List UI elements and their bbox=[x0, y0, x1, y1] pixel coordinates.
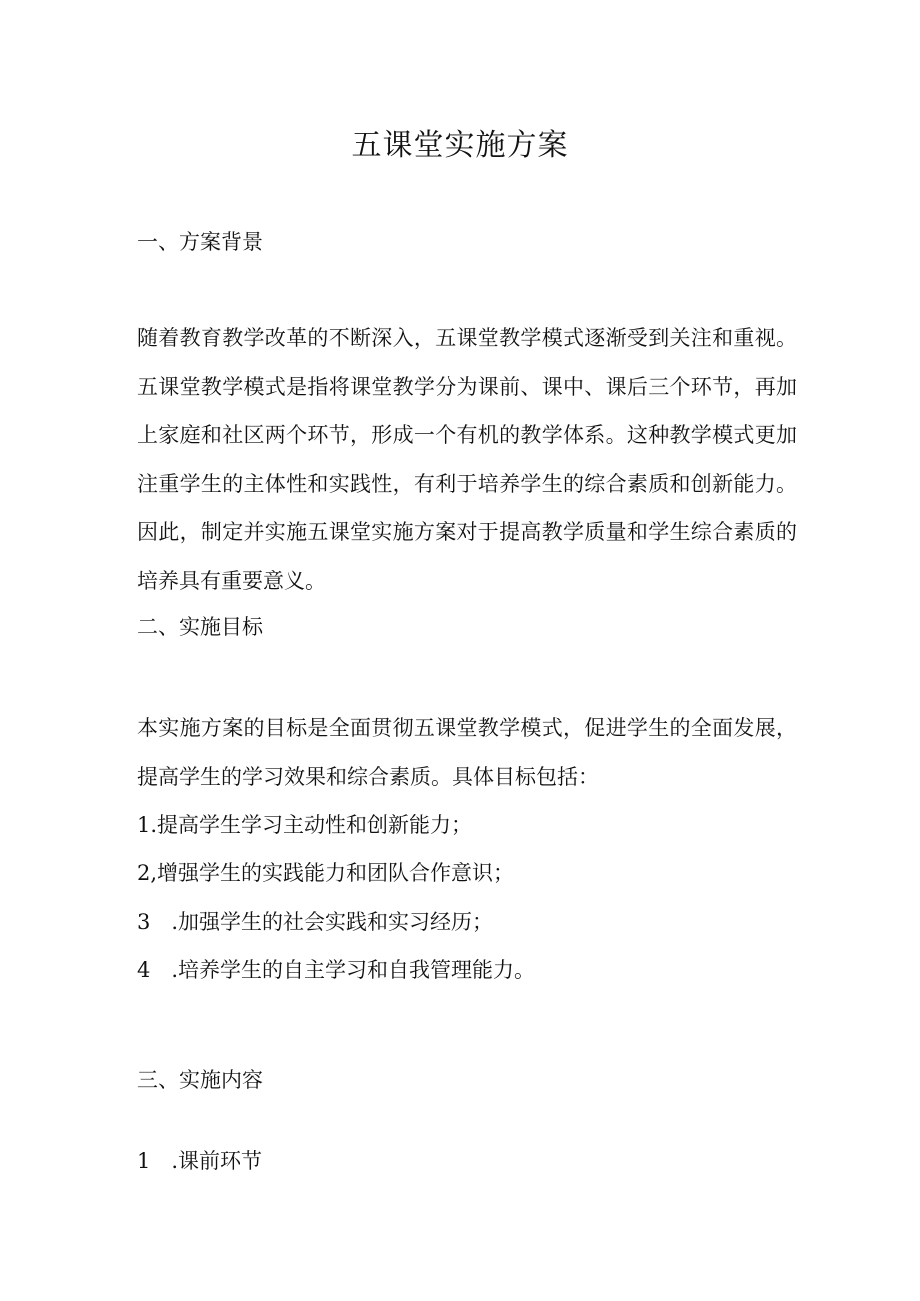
section-heading-goals: 二、实施目标 bbox=[137, 615, 263, 639]
content-item-1 bbox=[137, 1146, 262, 1176]
goals-intro-paragraph: 本实施方案的目标是全面贯彻五课堂教学模式，促进学生的全面发展，提高学生的学习效果和综合素质。具体目标包括： bbox=[137, 716, 797, 789]
content-item-number: 1 . bbox=[137, 1149, 179, 1173]
goal-item-3 bbox=[137, 907, 493, 937]
document-title: 五课堂实施方案 bbox=[351, 128, 569, 163]
goal-item-text: 加强学生的社会实践和实习经历； bbox=[178, 910, 494, 934]
goal-item-number: 1. bbox=[137, 813, 158, 837]
section-heading-background: 一、方案背景 bbox=[137, 230, 263, 254]
goal-item-text: 培养学生的自主学习和自我管理能力。 bbox=[178, 958, 536, 982]
background-paragraph: 随着教育教学改革的不断深入，五课堂教学模式逐渐受到关注和重视。五课堂教学模式是指将课堂教学分为课前、课中、课后三个环节，再加上家庭和社区两个环节，形成一个有机的教学体系。这种教学模式更加注重学生的主体性和实践性，有利于培养学生的综合素质和创新能力。因此，制定并实施五课堂实施方案对于提高教学质量和学生综合素质的培养具有重要意义。 bbox=[137, 326, 797, 593]
goal-item-text: 提高学生学习主动性和创新能力； bbox=[157, 813, 473, 837]
goal-item-number: 4 . bbox=[137, 958, 179, 982]
goal-item-number: 3 . bbox=[137, 910, 179, 934]
goal-item-4 bbox=[137, 955, 535, 985]
content-item-text: 课前环节 bbox=[178, 1149, 263, 1173]
goal-item-text: 增强学生的实践能力和团队合作意识； bbox=[157, 861, 515, 885]
goal-item-number: 2, bbox=[137, 861, 158, 885]
goal-item-1 bbox=[137, 810, 472, 840]
section-heading-content: 三、实施内容 bbox=[137, 1068, 263, 1092]
goal-item-2 bbox=[137, 858, 514, 888]
